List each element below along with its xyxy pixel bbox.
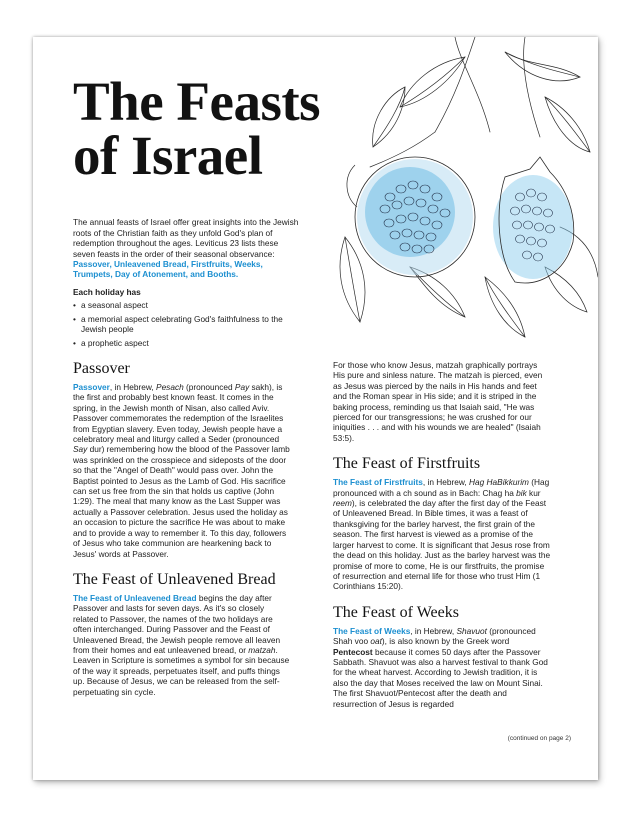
italic-run: Shavuot	[456, 625, 487, 636]
firstfruits-heading: The Feast of Firstfruits	[333, 455, 481, 473]
firstfruits-term: The Feast of Firstfruits	[333, 477, 423, 488]
unleavened-heading: The Feast of Unleavened Bread	[73, 570, 276, 588]
pomegranate-illustration	[315, 37, 598, 347]
italic-run: bik	[516, 487, 527, 498]
text-run: , in Hebrew,	[109, 382, 157, 392]
text-run: ), is also known by the Greek word	[381, 636, 510, 647]
list-item: • a prophetic aspect	[73, 338, 301, 348]
weeks-heading: The Feast of Weeks	[333, 603, 459, 621]
text-run: because it comes 50 days after the Passover Sabbath. Shavuot was also a harvest festival to thank God for the wheat harvest. According to Jewish tradition, it is also the day that Moses received the law on Mount Sinai. The first Shavuot/Pentecost after the death and resurrection of Jesus is regarded	[333, 646, 548, 709]
intro-text: The annual feasts of Israel offer great insights into the Jewish roots of the Christian faith as they unfold God's plan of redemption throughout the ages. Leviticus 23 lists these seven feasts in the order of their seasonal observance:	[73, 217, 299, 259]
intro-paragraph	[73, 217, 301, 279]
unleavened-term: The Feast of Unleavened Bread	[73, 592, 197, 603]
italic-run: Say	[73, 444, 88, 455]
text-run: , in Hebrew,	[410, 625, 457, 636]
holiday-aspects	[73, 287, 301, 351]
document-page	[33, 37, 598, 780]
text-run: (pronounced Shah voo	[333, 625, 536, 647]
text-run: (Hag pronounced with a ch sound as in Bach: Chag ha	[333, 477, 550, 498]
unleavened-paragraph	[73, 593, 291, 697]
continued-note: (continued on page 2)	[507, 735, 571, 742]
italic-run: Pay	[234, 382, 250, 392]
list-item: • a memorial aspect celebrating God's faithfulness to the Jewish people	[73, 314, 301, 335]
passover-paragraph	[73, 382, 291, 559]
italic-run: reem	[333, 498, 352, 509]
text-run: begins the day after Passover and lasts for seven days. As it's so closely related to Passover, the names of the two holidays are often interchanged. During Passover and the Feast of Unleavened Bread, the Jewish people remove all leaven from their homes and eat unleavened bread, or	[73, 592, 281, 655]
matzah-paragraph: For those who know Jesus, matzah graphically portrays His pure and sinless nature. The matzah is pierced, even as Jesus was pierced by the nails in His hands and feet and the Roman spear in His side; and it is striped in the baking process, reminding us that Isaiah said, "He was pierced for our transgressions; he was crushed for our iniquities . . . and with his wounds we are healed" (Isaiah 53:5).	[333, 360, 543, 443]
text-run: dur) remembering how the blood of the Passover lamb was sprinkled on the crosspiece and sideposts of the door so that the "Angel of Death" would pass over. John the Baptist pointed to Jesus as the Lamb of God. His sacrifice can set us free from the sin that holds us captive (John 1:29). The meal that many know as the Last Supper was actually a Passover celebration. Jesus used the holiday as an occasion to picture the sacrifice He was about to make and to provide a way to remember it. To this day, followers of Jesus who take communion are hearkening back to Jesus' words at Passover.	[73, 444, 290, 559]
page-title	[73, 71, 321, 186]
italic-run: Pesach	[156, 382, 184, 392]
left-column	[73, 360, 291, 709]
text-run: . Leaven in Scripture is sometimes a symbol for sin because of the way it spreads, perpetuates itself, and puffs things up. Because of Jesus, we can be released from the self-perpetuating sin cycle.	[73, 644, 290, 697]
list-item: • a seasonal aspect	[73, 300, 301, 310]
weeks-paragraph	[333, 626, 551, 709]
weeks-term: The Feast of Weeks	[333, 625, 411, 636]
title-line-2: of Israel	[73, 125, 263, 186]
italic-run: matzah	[248, 644, 276, 655]
text-run: kur	[526, 487, 541, 498]
right-column	[333, 360, 551, 721]
feast-list-highlight: Passover, Unleavened Bread, Firstfruits, Weeks, Trumpets, Day of Atonement, and Booths.	[73, 258, 263, 280]
text-run: (pronounced	[183, 382, 235, 392]
text-run: , in Hebrew,	[422, 477, 470, 488]
text-run: ), is celebrated the day after the first day of the Feast of Unleavened Bread. In Bible times, it was a feast of thanksgiving for the barley harvest, the first grain of the season. The first harvest is viewed as a promise of the larger harvest to come. It is significant that Jesus rose from the dead on this holiday. Just as the barley harvest was the promise of more to come, He is our firstfruits, the promise of resurrection and eternal life for those who trust Him (1 Corinthians 15:20).	[333, 498, 551, 592]
holiday-heading: Each holiday has	[73, 287, 141, 297]
passover-term: Passover	[73, 382, 110, 392]
title-line-1: The Feasts	[73, 71, 321, 132]
italic-run: oat	[370, 636, 382, 647]
aspect-list	[73, 300, 301, 348]
bold-run: Pentecost	[333, 646, 373, 657]
text-run: sakh), is the first and probably best known feast. It comes in the spring, in the Jewish month of Nisan, also called Aviv. Passover commemorates the redemption of the Israelites from Egyptian slavery. Even today, Jewish people have a celebratory meal and liturgy called a Seder (pronounced	[73, 382, 284, 445]
passover-heading: Passover	[73, 360, 130, 377]
italic-run: Hag HaBikkurim	[469, 477, 529, 488]
firstfruits-paragraph	[333, 477, 551, 591]
